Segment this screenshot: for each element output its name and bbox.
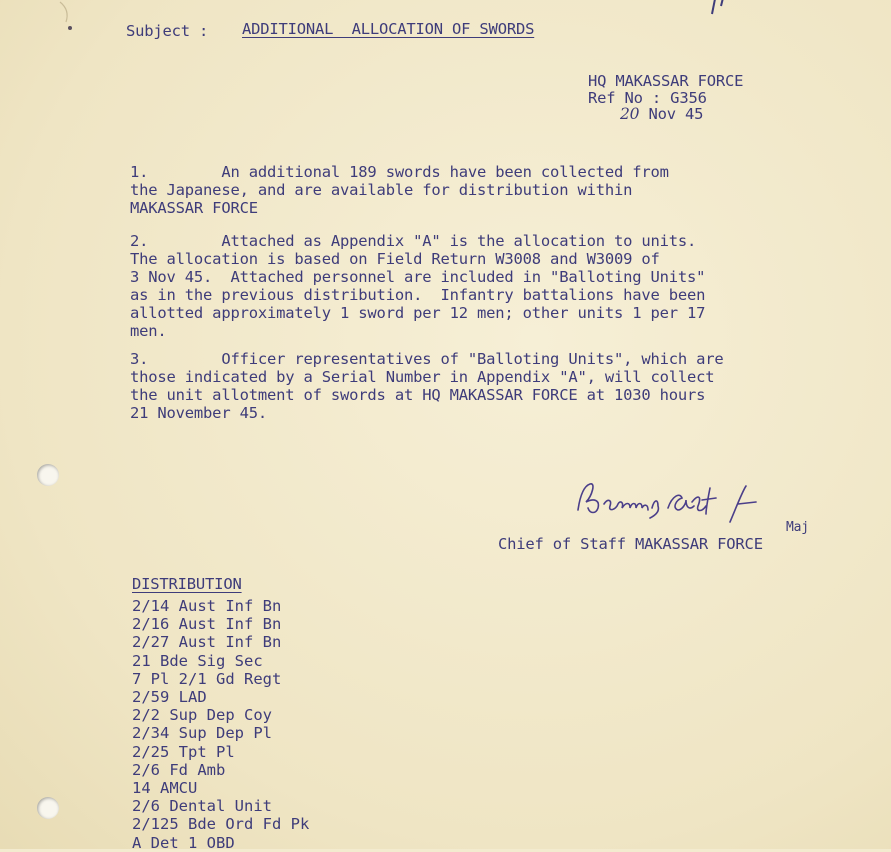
header-hq: HQ MAKASSAR FORCE <box>588 72 744 90</box>
paragraph-line: MAKASSAR FORCE <box>130 199 258 217</box>
list-item: 7 Pl 2/1 Gd Regt <box>132 669 282 688</box>
distribution-list <box>132 597 309 852</box>
punch-hole <box>37 797 59 819</box>
header-ref: Ref No : G356 <box>588 89 707 107</box>
list-item: 2/2 Sup Dep Coy <box>132 706 272 725</box>
paragraph-line: The allocation is based on Field Return W3008 and W3009 of <box>130 250 660 268</box>
paragraph-line: the Japanese, and are available for distribution within <box>130 181 633 199</box>
paragraph-line: 1. An additional 189 swords have been collected from <box>130 163 669 181</box>
list-item: 2/25 Tpt Pl <box>132 742 235 761</box>
list-item: 2/59 LAD <box>132 688 207 707</box>
handwritten-corner-mark <box>690 0 730 22</box>
paragraph-3 <box>130 350 724 422</box>
signature-rank: Maj <box>786 520 809 535</box>
paragraph-line: those indicated by a Serial Number in Appendix "A", will collect <box>130 368 715 386</box>
punch-hole <box>37 464 59 486</box>
paragraph-line: 2. Attached as Appendix "A" is the allocation to units. <box>130 232 697 250</box>
list-item: 2/16 Aust Inf Bn <box>132 615 282 634</box>
header-date-day: 20 <box>620 105 640 123</box>
paragraph-line: 3. Officer representatives of "Balloting Units", which are <box>130 350 724 368</box>
list-item: 2/6 Dental Unit <box>132 797 272 816</box>
paragraph-line: 3 Nov 45. Attached personnel are included in "Balloting Units" <box>130 268 706 286</box>
list-item: 2/6 Fd Amb <box>132 760 226 779</box>
corner-crease <box>58 0 88 40</box>
subject-text: ADDITIONAL ALLOCATION OF SWORDS <box>242 20 535 38</box>
handwritten-signature <box>570 478 790 528</box>
list-item: 14 AMCU <box>132 779 198 798</box>
paragraph-line: 21 November 45. <box>130 404 267 422</box>
subject-label: Subject : <box>126 22 209 40</box>
distribution-title: DISTRIBUTION <box>132 575 242 593</box>
paragraph-line: allotted approximately 1 sword per 12 men; other units 1 per 17 <box>130 304 706 322</box>
paragraph-2 <box>130 232 705 340</box>
list-item: 21 Bde Sig Sec <box>132 651 263 670</box>
header-date <box>620 105 703 123</box>
list-item: 2/14 Aust Inf Bn <box>132 597 282 615</box>
paragraph-line: the unit allotment of swords at HQ MAKASSAR FORCE at 1030 hours <box>130 386 706 404</box>
header-date-rest: Nov 45 <box>639 105 704 123</box>
list-item: 2/34 Sup Dep Pl <box>132 724 272 743</box>
signature-title: Chief of Staff MAKASSAR FORCE <box>498 535 763 553</box>
list-item: 2/27 Aust Inf Bn <box>132 633 282 652</box>
list-item: 2/125 Bde Ord Fd Pk <box>132 815 310 834</box>
paragraph-line: as in the previous distribution. Infantry battalions have been <box>130 286 706 304</box>
ink-speck <box>68 26 72 30</box>
paragraph-1 <box>130 163 669 217</box>
paragraph-line: men. <box>130 322 167 340</box>
list-item: A Det 1 OBD <box>132 833 235 852</box>
